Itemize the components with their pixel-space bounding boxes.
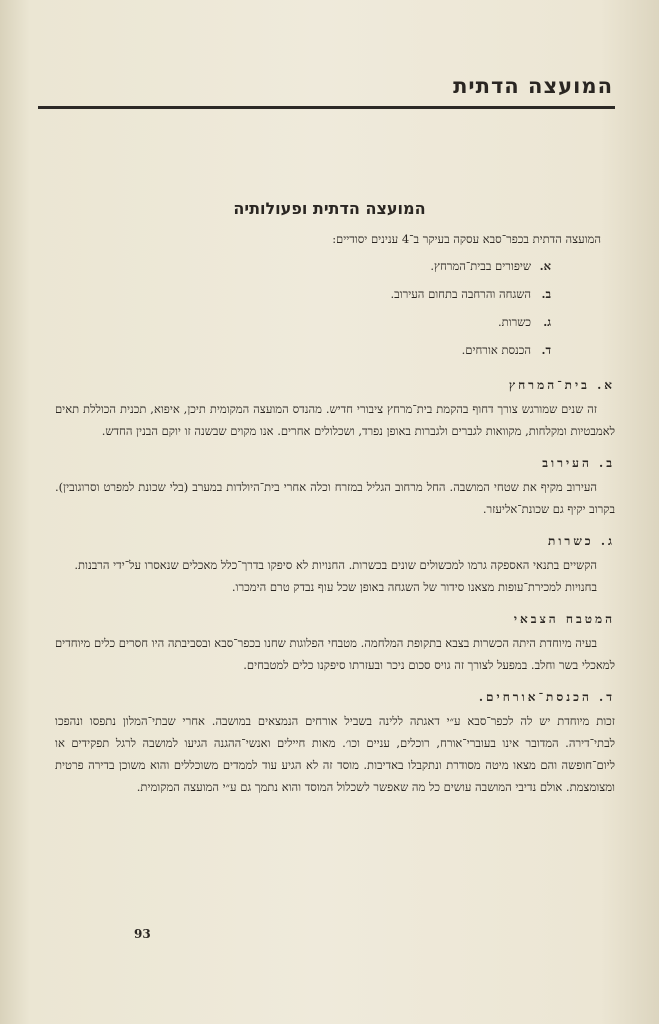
paragraph: בעיה מיוחדת היתה הכשרות בצבא בתקופת המלחמה. מטבחי הפלוגות שחנו בכפר־סבא ובסביבתה היו חסרים כלים מיוחדים למאכלי בשר וחלב. במפעל לצורך זה גויס סכום ניכר ובעזרתו סיפקנו כלים למטבחים. <box>55 636 615 672</box>
section-title: המועצה הדתית ופעולותיה <box>233 199 426 218</box>
list-item <box>55 336 551 364</box>
subsection-heading-hospitality: ד. הכנסת־אורחים. <box>478 690 615 704</box>
list-item-text: שיפורים בבית־המרחץ. <box>430 259 531 273</box>
list-item-letter: ב. <box>541 287 551 301</box>
body-text <box>55 228 615 798</box>
running-header-title: המועצה הדתית <box>453 74 613 98</box>
list-item-text: השגחה והרחבה בתחום העירוב. <box>390 287 531 301</box>
subsection-heading-eruv: ב. העירוב <box>542 456 615 470</box>
list-item-letter: ד. <box>541 343 551 357</box>
intro-paragraph: המועצה הדתית בכפר־סבא עסקה בעיקר ב־4 ענינים יסודיים: <box>332 232 601 246</box>
list-item-text: הכנסת אורחים. <box>461 343 531 357</box>
paragraph: בחנויות למכירת־עופות מצאנו סידור של השגחה באופן שכל עוף נבדק טרם הימכרו. <box>231 580 597 594</box>
list-item <box>55 308 551 336</box>
topics-list <box>55 252 615 364</box>
subsection-heading-military-kitchen: המטבח הצבאי <box>513 612 615 626</box>
list-item <box>55 252 551 280</box>
list-item-text: כשרות. <box>497 315 531 329</box>
paragraph: זה שנים שמורגש צורך דחוף בהקמת בית־מרחץ ציבורי חדיש. מהנדס המועצה המקומית תיכן, איפוא, תכנית הכוללת תאים לאמבטיות ומקלחות, מקוואות לגברים ולגברות באופן נפרד, ושכלולים אחרים. אנו מקוים שבשנה זו יוקם הבנין החדש. <box>55 402 615 438</box>
list-item-letter: ג. <box>543 315 551 329</box>
subsection-heading-bathhouse: א. בית־המרחץ <box>508 378 615 392</box>
paragraph: העירוב מקיף את שטחי המושבה. החל מרחוב הגליל במזרח וכלה אחרי בית־היולדות במערב (בלי שכונת למפרט וסרוגובין). בקרוב יקיף גם שכונת־אליעזר. <box>55 480 615 516</box>
paragraph: הקשיים בתנאי האספקה גרמו למכשולים שונים בכשרות. החנויות לא סיפקו בדרך־כלל מאכלים שנאסרו על־ידי הרבנות. <box>74 558 597 572</box>
page-number: 93 <box>134 927 151 941</box>
list-item <box>55 280 551 308</box>
subsection-heading-kashrut: ג. כשרות <box>548 534 615 548</box>
list-item-letter: א. <box>539 259 551 273</box>
paragraph: זכות מיוחדת יש לה לכפר־סבא ע״י דאגתה ללינה בשביל אורחים הנמצאים במושבה. אחרי שבתי־המלון נתפסו ונהפכו לבתי־דירה. המדובר אינו בעוברי־אורח, רוכלים, עניים וכו׳. מאות חיילים ואנשי־ההגנה הגיעו למושבה לרגל תפקידים או ליום־חופשה והם מצאו מיטה מסודרת ונתקבלו באדיבות. מוסד זה לא הגיע עוד לממדים משוכללים והוא משוכן בדירה פרטית ומצומצמת. אולם נדיבי המושבה עושים כל מה שאפשר לשכלול המוסד והוא נתמך גם ע״י המועצה המקומית. <box>55 714 615 794</box>
header-rule <box>38 106 615 109</box>
